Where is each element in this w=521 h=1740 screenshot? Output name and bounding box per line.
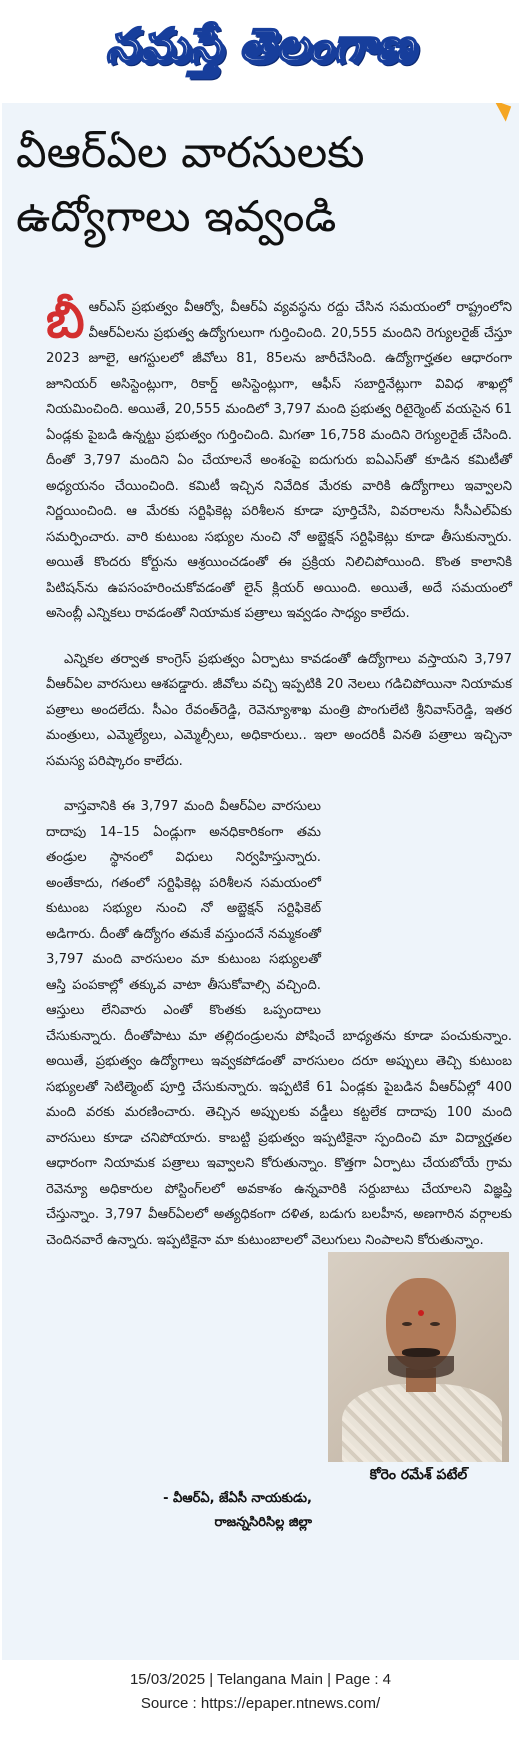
photo-mustache <box>402 1348 440 1357</box>
paragraph-3 <box>46 794 512 1253</box>
photo-right-eye <box>430 1322 440 1326</box>
page-footer <box>0 1668 521 1716</box>
paragraph-1 <box>46 290 512 627</box>
photo-left-eye <box>402 1322 412 1326</box>
article-headline <box>16 121 511 249</box>
photo-spacer <box>331 800 512 1010</box>
signoff-line-1: - వీఆర్‌ఏ, జేఏసీ నాయకుడు, <box>163 1491 312 1506</box>
paragraph-3-text: వాస్తవానికి ఈ 3,797 మంది వీఆర్‌ఏల వారసులు దాదాపు 14–15 ఏండ్లుగా అనధికారికంగా తమ తండ్రుల స్థానంలో విధులు నిర్వహిస్తున్నారు. అంతేకాదు, గతంలో సర్టిఫికెట్ల పరిశీలన సమయంలో కుటుంబ సభ్యుల నుంచి నో అబ్జెక్షన్ సర్టిఫికెట్ అడిగారు. దీంతో ఉద్యోగం తమకే వస్తుందనే నమ్మకంతో 3,797 మంది వారసులం మా కుటుంబ సభ్యులతో ఆస్తి పంపకాల్లో తక్కువ వాటా తీసుకోవాల్సి వచ్చింది. ఆస్తులు లేనివారు ఎంతో కొంతకు ఒప్పందాలు చేసుకున్నారు. దీంతోపాటు మా తల్లిదండ్రులను పోషించే బాధ్యతను కూడా పంచుకున్నాం. అయితే, ప్రభుత్వం ఉద్యోగాలు ఇవ్వకపోడంతో వారసులం దరూ అప్పులు తెచ్చి కుటుంబ సభ్యులతో సెటిల్మెంట్ పూర్తి చేసుకున్నారు. ఇప్పటికే 61 ఏండ్లకు పైబడిన వీఆర్‌ఏల్లో 400 మంది వరకు మరణించారు. తెచ్చిన అప్పులకు వడ్డీలు కట్టలేక దాదాపు 100 మంది వారసులు కూడా చనిపోయారు. కాబట్టి ప్రభుత్వం ఇప్పటికైనా స్పందించి మా విద్యార్హతల ఆధారంగా నియామక పత్రాలు ఇవ్వాలని కోరుతున్నాం. కొత్తగా ఏర్పాటు చేయబోయే గ్రామ రెవెన్యూ అధికారుల పోస్టింగ్‌లలో అవకాశం ఉన్నవారికి సర్దుబాటు చేయాలని విజ్ఞప్తి చేస్తున్నాం. 3,797 వీఆర్‌ఏలలో అత్యధికంగా దళిత, బడుగు బలహీన, అణగారిన వర్గాలకు చెందినవారే ఉన్నారు. ఇప్పటికైనా మా కుటుంబాలలో వెలుగులు నింపాలని కోరుతున్నాం. <box>46 799 512 1248</box>
paragraph-2: ఎన్నికల తర్వాత కాంగ్రెస్ ప్రభుత్వం ఏర్పాటు కావడంతో ఉద్యోగాలు వస్తాయని 3,797 వీఆర్‌ఏల వారసులు ఆశపడ్డారు. జీవోలు వచ్చి ఇప్పటికి 20 నెలలు గడిచిపోయినా నియామక పత్రాలు అందలేదు. సీఎం రేవంత్‌రెడ్డి, రెవెన్యూశాఖ మంత్రి పొంగులేటి శ్రీనివాస్‌రెడ్డి, ఇతర మంత్రులు, ఎమ్మెల్యేలు, ఎమ్మెల్సీలు, అధికారులు.. ఇలా అందరికీ వినతి పత్రాలు ఇచ్చినా సమస్య పరిష్కారం కాలేదు. <box>46 651 512 769</box>
masthead <box>0 0 521 102</box>
photo-shirt <box>342 1384 502 1462</box>
photo-caption: కోరెం రమేశ్ పటేల్ <box>369 1467 468 1483</box>
photo-tilak <box>418 1310 424 1316</box>
footer-source-line: Source : https://epaper.ntnews.com/ <box>140 1695 381 1712</box>
author-photo <box>328 1252 509 1462</box>
newspaper-logo: నమస్తే తెలంగాణ <box>105 18 416 72</box>
article-body <box>46 290 512 1273</box>
article <box>2 103 519 1660</box>
author-signoff <box>62 1487 312 1535</box>
footer-date-line: 15/03/2025 | Telangana Main | Page : 4 <box>129 1671 392 1688</box>
drop-cap: బీ <box>46 290 85 349</box>
paragraph-1-text: ఆర్‌ఎస్ ప్రభుత్వం వీఆర్వో, వీఆర్‌ఏ వ్యవస్థను రద్దు చేసిన సమయంలో రాష్ట్రంలోని వీఆర్‌ఏలను ప్రభుత్వ ఉద్యోగులుగా గుర్తించింది. 20,555 మందిని రెగ్యులరైజ్ చేస్తూ 2023 జూలై, ఆగస్టులలో జీవోలు 81, 85లను జారీచేసింది. ఉద్యోగార్హతల ఆధారంగా జూనియర్ అసిస్టెంట్లుగా, రికార్డ్ అసిస్టెంట్లుగా, ఆఫీస్ సబార్డినేట్లుగా వివిధ శాఖల్లో నియమించింది. అయితే, 20,555 మందిలో 3,797 మంది ప్రభుత్వ రిటైర్మెంట్ వయసైన 61 ఏండ్లకు పైబడి ఉన్నట్టు ప్రభుత్వం గుర్తించింది. మిగతా 16,758 మందిని రెగ్యులరైజ్ చేసింది. దీంతో 3,797 మందిని ఏం చేయాలనే అంశంపై ఐదుగురు ఐఏఎస్‌తో కూడిన కమిటీతో అధ్యయనం చేయించింది. కమిటీ ఇచ్చిన నివేదిక మేరకు వారికి ఉద్యోగాలు ఇవ్వాలని నిర్ణయించింది. ఆ మేరకు సర్టిఫికెట్ల పరిశీలన కూడా పూర్తిచేసి, వివరాలను సీసీఎల్‌ఏకు సమర్పించారు. వారి కుటుంబ సభ్యుల నుంచి నో అబ్జెక్షన్ సర్టిఫికెట్లు కూడా తీసుకున్నారు. అయితే కొందరు కోర్టును ఆశ్రయించడంతో ఈ ప్రక్రియ నిలిచిపోయింది. కొంత కాలానికి పిటిషన్‌ను ఉపసంహరించుకోవడంతో లైన్ క్లియర్ అయింది. అయితే, అదే సమయంలో అసెంబ్లీ ఎన్నికలు రావడంతో నియామక పత్రాలు ఇవ్వడం సాధ్యం కాలేదు. <box>46 300 512 621</box>
headline-line-2: ఉద్యోగాలు ఇవ్వండి <box>16 192 337 242</box>
photo-beard <box>388 1356 454 1378</box>
corner-accent-icon <box>489 103 511 122</box>
headline-line-1: వీఆర్‌ఏల వారసులకు <box>16 128 365 178</box>
signoff-line-2: రాజన్నసిరిసిల్ల జిల్లా <box>214 1515 312 1530</box>
